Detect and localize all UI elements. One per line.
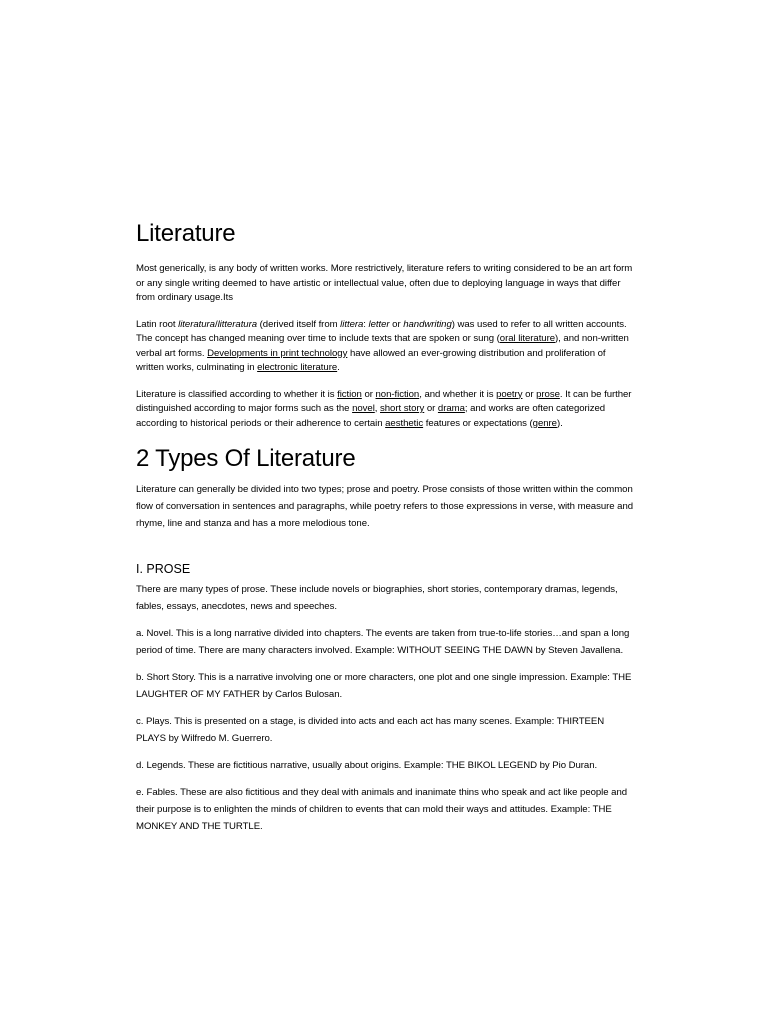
- italic-term: handwriting: [403, 318, 452, 330]
- text-run: or: [361, 388, 376, 400]
- text-run: or: [424, 403, 438, 414]
- text-run: ,: [374, 403, 381, 414]
- section-heading-prose: I. PROSE: [136, 562, 191, 576]
- prose-item-novel: a. Novel. This is a long narrative divided into chapters. The events are taken from true-to-life stories…and span a long period of time. There are many characters involved. Example: WITHOUT SEEING THE DAWN by Steven Javallena.: [136, 628, 630, 656]
- text-run: :: [363, 318, 369, 330]
- text-run: ).: [556, 417, 563, 429]
- intro-paragraph-classification: [136, 388, 636, 432]
- document-content: [136, 218, 636, 845]
- text-run: /: [214, 318, 218, 330]
- intro-paragraph-etymology: [136, 318, 636, 376]
- link-electronic-literature[interactable]: electronic literature: [257, 362, 338, 373]
- link-prose[interactable]: prose: [536, 388, 560, 400]
- text-run: or: [522, 388, 537, 400]
- text-run: features or expectations (: [423, 417, 533, 429]
- italic-term: littera: [340, 318, 364, 330]
- intro-paragraph-definition: Most generically, is any body of written works. More restrictively, literature refers to writing considered to be an art form or any single writing deemed to have artistic or intellectual value, often due to deploying language in ways that differ from ordinary usage.Its: [136, 263, 633, 303]
- text-run: .: [337, 362, 340, 373]
- prose-item-plays: c. Plays. This is presented on a stage, is divided into acts and each act has many scenes. Example: THIRTEEN PLAYS by Wilfredo M. Guerrero.: [136, 716, 605, 744]
- link-aesthetic[interactable]: aesthetic: [385, 417, 424, 429]
- prose-item-fables: e. Fables. These are also fictitious and they deal with animals and inanimate thins who speak and act like people and their purpose is to enlighten the minds of children to events that can mold their ways and attitudes. Example: THE MONKEY AND THE TURTLE.: [136, 787, 628, 832]
- link-genre[interactable]: genre: [532, 417, 557, 429]
- prose-item-short-story: b. Short Story. This is a narrative involving one or more characters, one plot and one single impression. Example: THE LAUGHTER OF MY FATHER by Carlos Bulosan.: [136, 672, 632, 700]
- prose-intro-paragraph: There are many types of prose. These include novels or biographies, short stories, contemporary dramas, legends, fables, essays, anecdotes, news and speeches.: [136, 584, 618, 612]
- text-run: or: [389, 318, 404, 330]
- link-non-fiction[interactable]: non-fiction: [375, 388, 420, 400]
- text-run: (derived itself from: [257, 318, 341, 330]
- page-title: Literature: [136, 220, 236, 247]
- section-title-types: 2 Types Of Literature: [136, 445, 356, 472]
- italic-term: litteratura: [217, 318, 258, 330]
- text-run: ), and non-written verbal art forms.: [136, 333, 629, 359]
- text-run: ; and works are often categorized according to historical periods or their adherence to certain: [136, 403, 606, 429]
- text-run: have allowed an ever-growing distribution and proliferation of written works, culminating in: [136, 347, 606, 373]
- link-drama[interactable]: drama: [437, 403, 465, 414]
- text-run: . It can be further distinguished according to major forms such as the: [136, 388, 632, 414]
- link-novel[interactable]: novel: [352, 403, 375, 414]
- italic-term: letter: [368, 318, 390, 330]
- italic-term: literatura: [178, 318, 215, 330]
- link-oral-literature[interactable]: oral literature: [499, 333, 556, 344]
- text-run: Literature is classified according to whether it is: [136, 388, 338, 400]
- types-paragraph: Literature can generally be divided into two types; prose and poetry. Prose consists of those written within the common flow of conversation in sentences and paragraphs, while poetry refers to those expressions in verse, with measure and rhyme, line and stanza and has a more melodious tone.: [136, 484, 634, 529]
- text-run: Latin root: [136, 318, 179, 330]
- link-short-story[interactable]: short story: [380, 403, 425, 414]
- text-run: ) was used to refer to all written accounts. The concept has changed meaning over time to include texts that are spoken or sung (: [136, 318, 627, 344]
- link-poetry[interactable]: poetry: [496, 388, 523, 400]
- prose-item-legends: d. Legends. These are fictitious narrative, usually about origins. Example: THE BIKOL LEGEND by Pio Duran.: [136, 760, 598, 771]
- text-run: , and whether it is: [419, 388, 497, 400]
- link-print-technology[interactable]: Developments in print technology: [207, 347, 348, 359]
- link-fiction[interactable]: fiction: [337, 388, 362, 400]
